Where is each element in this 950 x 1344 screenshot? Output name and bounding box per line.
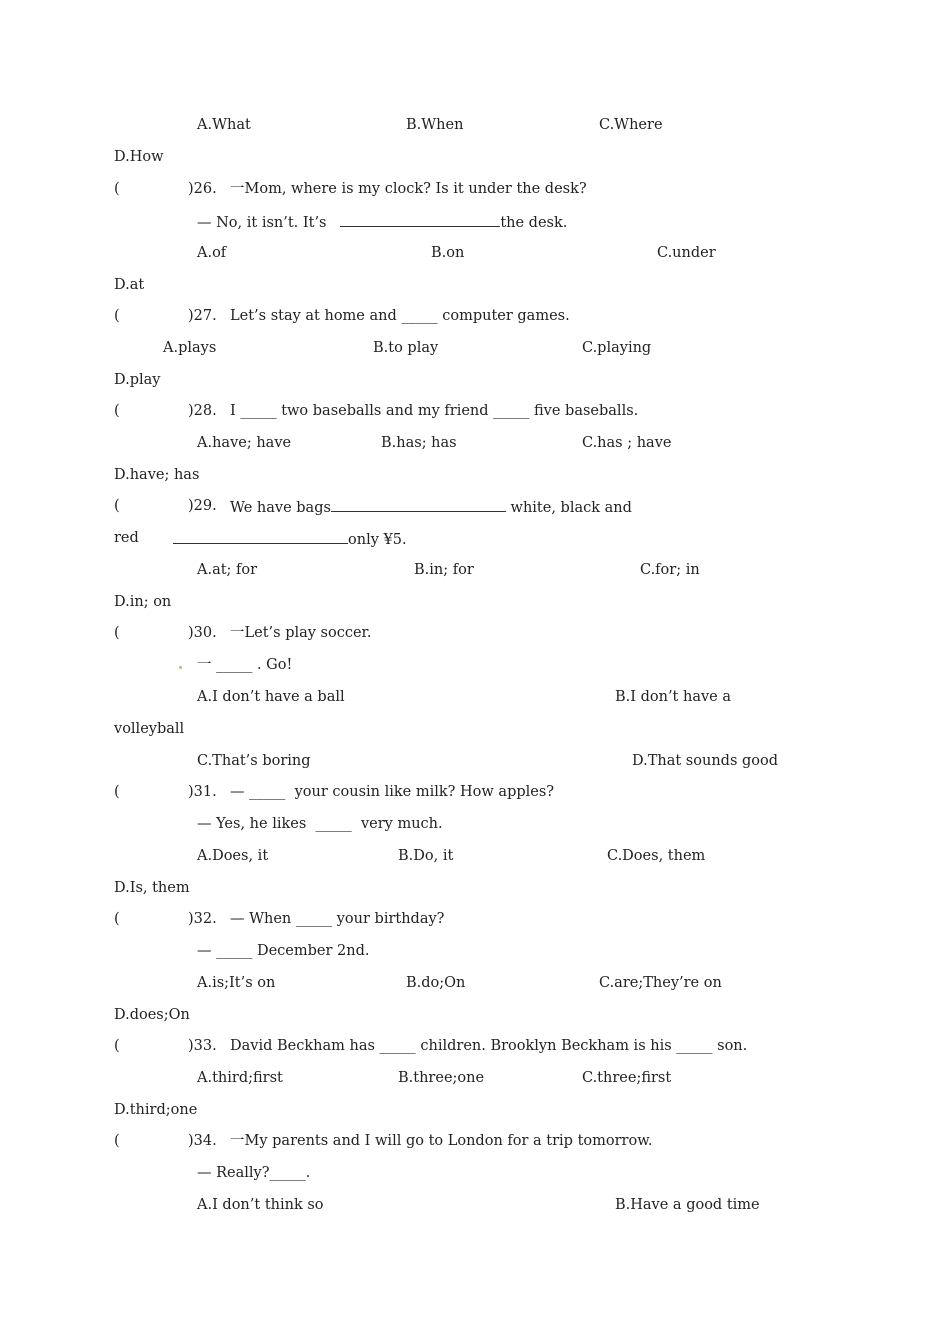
q33-answer-paren: ( <box>114 1038 120 1054</box>
q29-answer-paren: ( <box>114 498 120 514</box>
q32-option-b: B.do;On <box>406 975 466 991</box>
q25-option-b: B.When <box>406 117 464 133</box>
q29-question-line2 <box>173 529 407 549</box>
q31-answer-paren: ( <box>114 784 120 800</box>
q26-question: 一Mom, where is my clock? Is it under the desk? <box>230 181 587 197</box>
q34-question: 一My parents and I will go to London for a trip tomorrow. <box>230 1133 653 1149</box>
q27-number: )27. <box>188 308 217 324</box>
q28-question: I _____ two baseballs and my friend _____ five baseballs. <box>230 403 639 419</box>
q30-option-b: B.I don’t have a <box>615 689 732 705</box>
q25-option-d: D.How <box>114 149 164 165</box>
q27-answer-paren: ( <box>114 308 120 324</box>
q32-option-d: D.does;On <box>114 1007 190 1023</box>
q29-line2-post: only ¥5. <box>348 532 407 548</box>
q27-option-a: A.plays <box>163 340 217 356</box>
q26-number: )26. <box>188 181 217 197</box>
q34-answer-paren: ( <box>114 1133 120 1149</box>
q30-question: 一Let’s play soccer. <box>230 625 372 641</box>
q26-option-a: A.of <box>197 245 227 261</box>
q29-blank-1 <box>331 497 506 512</box>
q33-number: )33. <box>188 1038 217 1054</box>
q32-question: — When _____ your birthday? <box>230 911 445 927</box>
q33-option-b: B.three;one <box>398 1070 485 1086</box>
q29-number: )29. <box>188 498 217 514</box>
q32-option-c: C.are;They’re on <box>599 975 722 991</box>
q30-option-c: C.That’s boring <box>197 753 311 769</box>
q28-option-b: B.has; has <box>381 435 457 451</box>
q34-option-a: A.I don’t think so <box>197 1197 324 1213</box>
q27-option-c: C.playing <box>582 340 652 356</box>
q26-option-b: B.on <box>431 245 465 261</box>
q31-number: )31. <box>188 784 217 800</box>
q32-answer-paren: ( <box>114 911 120 927</box>
q29-question-line2-label: red <box>114 530 139 546</box>
q31-option-b: B.Do, it <box>398 848 454 864</box>
q26-blank <box>340 212 500 227</box>
q31-option-a: A.Does, it <box>197 848 269 864</box>
q30-number: )30. <box>188 625 217 641</box>
q29-option-b: B.in; for <box>414 562 474 578</box>
q31-option-c: C.Does, them <box>607 848 706 864</box>
q30-response: 一 _____ . Go! <box>197 657 293 673</box>
q26-option-d: D.at <box>114 277 145 293</box>
q32-number: )32. <box>188 911 217 927</box>
q29-line1-post: white, black and <box>510 500 632 516</box>
q33-option-a: A.third;first <box>197 1070 283 1086</box>
q28-option-a: A.have; have <box>197 435 292 451</box>
q27-option-d: D.play <box>114 372 161 388</box>
q26-response-pre: — No, it isn’t. It’s <box>197 215 327 231</box>
q27-question: Let’s stay at home and _____ computer games. <box>230 308 570 324</box>
q34-response: — Really?_____. <box>197 1165 311 1181</box>
q29-question-line1 <box>230 497 632 517</box>
q31-question: — _____ your cousin like milk? How apples? <box>230 784 555 800</box>
q28-number: )28. <box>188 403 217 419</box>
q33-option-c: C.three;first <box>582 1070 672 1086</box>
q30-answer-paren: ( <box>114 625 120 641</box>
q28-option-d: D.have; has <box>114 467 200 483</box>
q32-option-a: A.is;It’s on <box>197 975 276 991</box>
q25-option-a: A.What <box>197 117 251 133</box>
q32-response: — _____ December 2nd. <box>197 943 370 959</box>
q26-option-c: C.under <box>657 245 716 261</box>
q33-option-d: D.third;one <box>114 1102 198 1118</box>
q26-response <box>197 212 567 232</box>
q33-question: David Beckham has _____ children. Brooklyn Beckham is his _____ son. <box>230 1038 748 1054</box>
q26-answer-paren: ( <box>114 181 120 197</box>
q29-option-d: D.in; on <box>114 594 172 610</box>
q25-option-c: C.Where <box>599 117 663 133</box>
q34-number: )34. <box>188 1133 217 1149</box>
q31-option-d: D.Is, them <box>114 880 190 896</box>
q29-blank-2 <box>173 529 348 544</box>
q31-response: — Yes, he likes _____ very much. <box>197 816 443 832</box>
q34-option-b: B.Have a good time <box>615 1197 760 1213</box>
q28-answer-paren: ( <box>114 403 120 419</box>
q29-line1-pre: We have bags <box>230 500 331 516</box>
q26-response-post: the desk. <box>500 215 568 231</box>
stray-mark <box>179 666 182 669</box>
q30-option-d: D.That sounds good <box>632 753 779 769</box>
q27-option-b: B.to play <box>373 340 439 356</box>
q30-option-b-continued: volleyball <box>114 721 185 737</box>
q28-option-c: C.has ; have <box>582 435 672 451</box>
q29-option-c: C.for; in <box>640 562 700 578</box>
q30-option-a: A.I don’t have a ball <box>197 689 345 705</box>
q29-option-a: A.at; for <box>197 562 258 578</box>
